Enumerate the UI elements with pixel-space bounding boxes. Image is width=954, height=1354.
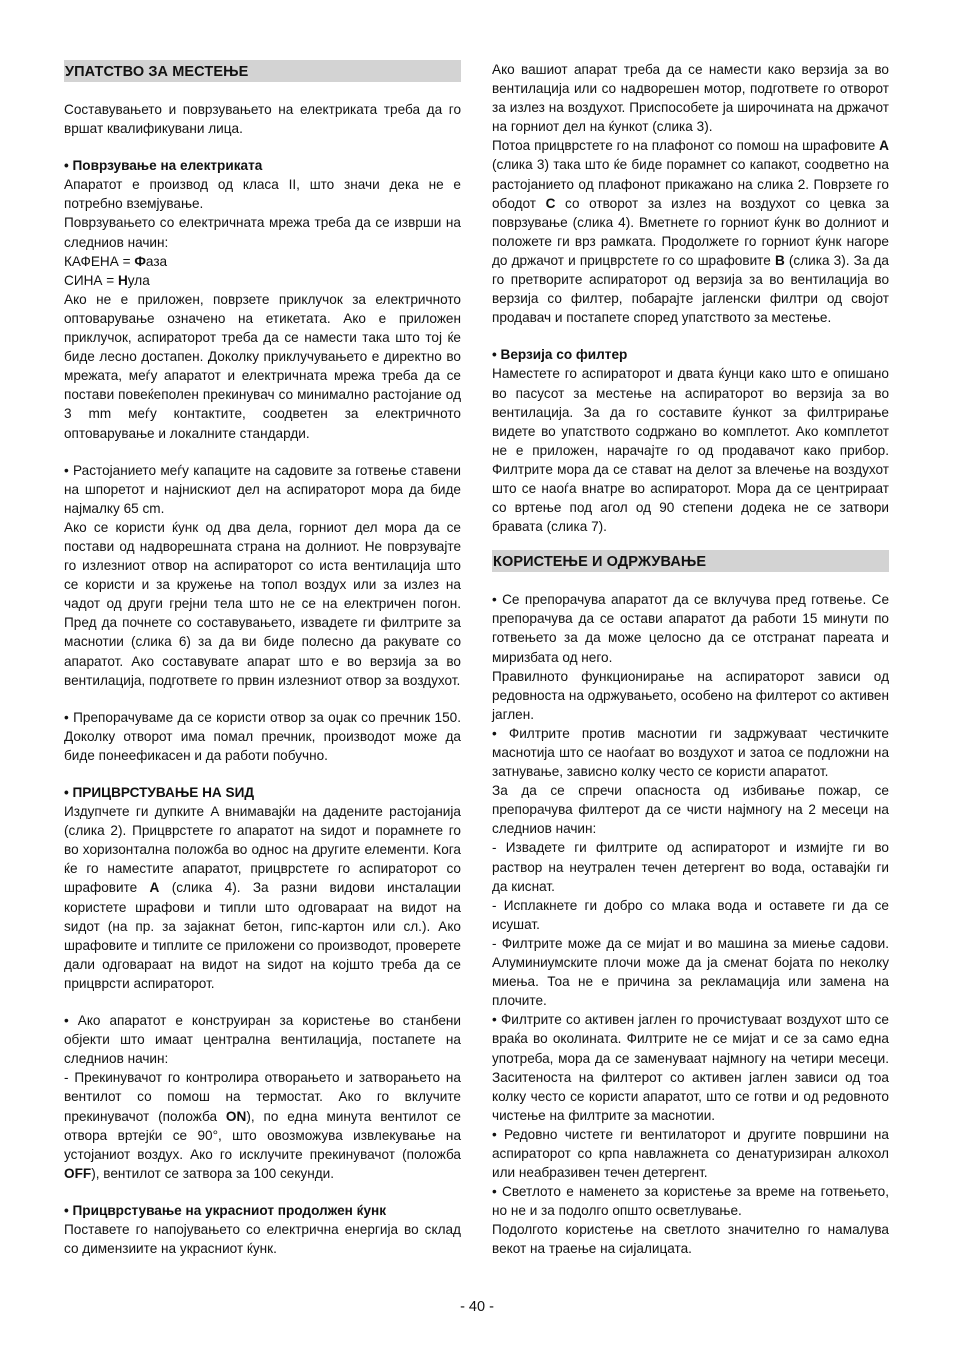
switch-text-2: ), по една минута вентилот се отвора вртејќи се 90°, што овозможува извлекување на устојаниот воздух. Ако го исклучите прекинувачот (положба — [64, 1108, 461, 1162]
paragraph-use-9: • Редовно чистете ги вентилаторот и другите површини на аспираторот со крпа навлажнета со денатуризиран алкохол или неабразивен течен детергент. — [492, 1126, 889, 1181]
subheading-decorative-chimney: • Прицврстување на украсниот продолжен ќунк — [64, 1202, 387, 1218]
paragraph-distance: • Растојанието меѓу капаците на садовите за готвење ставени на шпоретот и најнискиот дел на аспираторот мора да биде најмалку 65 cm. — [64, 462, 461, 516]
wall-screw-a: A — [149, 880, 160, 896]
wall-text-2: (слика 4). За разни видови инсталации користете шрафови и типли што одговараат на видот на ѕидот (на пр. за зајакнат бетон, гипс-картон или сл.). Ако шрафовите и типлите се приложени со производот, проверете дали одговараат на видот на ѕидот на којшто треба да се прицврсти аспираторот. — [64, 880, 461, 991]
paragraph-use-11: Подолгото користење на светлото значително го намалува векот на траење на сијалицата. — [492, 1222, 889, 1257]
switch-on-label: ON — [225, 1108, 247, 1124]
ceiling-text-4: (слика 3). За да го претворите аспираторот од верзија за во вентилација во верзија со филтер, побарајте јагленски филтри од својот продавач и постапете според упатството за местење. — [492, 252, 889, 326]
ceiling-text-1: Потоа прицврстете го на плафонот со помош на шрафовите — [492, 138, 880, 154]
subheading-electrical-connection: • Поврзување на електриката — [64, 158, 263, 174]
ceiling-text-2: (слика 3) така што ќе биде порамнет со капакот, соодветно на растојанието од плафонот прикажано на слика 2. Поврзете го ободот — [492, 157, 889, 211]
paragraph-use-8: • Филтрите со активен јаглен го прочистуваат воздухот што се враќа во околината. Филтрите не се мијат и се за само една употреба, мора да се заменуваат најмногу на четири месеци. Заситеноста на филтерот со активен јаглен зависи од тоа колку често се користи апаратот, што се готви и од редовното чистење на филтрите за маснотии. — [492, 1012, 889, 1123]
paragraph-decorative-chimney: Поставете го напојувањето со електрична енергија во склад со димензиите на украсниот ќунк. — [64, 1221, 461, 1257]
paragraph-switch — [64, 1068, 461, 1183]
intro-paragraph: Составувањето и поврзувањето на електриката треба да го вршат квалификувани лица. — [64, 102, 461, 137]
wire-blue-initial: Н — [117, 272, 128, 288]
wire-blue-neutral — [64, 271, 461, 290]
subheading-wall-mounting: • ПРИЦВРСТУВАЊЕ НА ЅИД — [64, 785, 255, 800]
wire-brown-rest: аза — [145, 253, 168, 269]
paragraph-use-7: - Филтрите може да се мијат и во машина за миење садови. Алуминиумските плочи може да ја сменат бојата по неколку миења. Тоа не е причина за рекламација или замена на плочите. — [492, 935, 889, 1009]
paragraph-connection: Поврзувањето со електричната мрежа треба да се изврши на следниов начин: — [64, 215, 461, 250]
section-heading-installation: УПАТСТВО ЗА МЕСТЕЊЕ — [64, 60, 461, 82]
section-heading-use-maintenance: КОРИСТЕЊЕ И ОДРЖУВАЊЕ — [492, 550, 889, 572]
wall-text-1: Издупчете ги дупките A внимавајќи на дадените растојанија (слика 2). Прицврстете го апаратот на ѕидот и порамнете го во хоризонтална положба во однос на другите елементи. Кога ќе го наместите апаратот, прицврстете го аспираторот со шрафовите — [64, 804, 461, 896]
wire-blue-rest: ула — [127, 272, 150, 288]
wire-brown-label: КАФЕНА = — [64, 253, 135, 269]
wire-brown-initial: Ф — [134, 253, 146, 269]
paragraph-wall-mounting — [64, 802, 461, 993]
ceiling-text-3: со отворот за излез на воздухот со цевка за поврзување (слика 4). Вметнете го горниот ќунк во долниот и положете ги врз рамката. Продолжете го горниот ќунк нагоре до држачот и прицврстете го со шрафовите — [492, 195, 890, 268]
paragraph-filter-version: Наместете го аспираторот и двата ќунци како што е опишано во пасусот за местење на аспираторот во верзија за во вентилација. За да го составите ќункот за филтрирање видете во упатството содржано во комплетот. Ако комплетот не е приложен, нарачајте го од продавачот како прибор. Филтрите мора да се стават на делот за влечење на воздухот што се наоѓа внатре во аспираторот. Мора да се центрираат со вртење под агол од 90 степени додека не се затвори бравата (слика 7). — [492, 366, 889, 535]
paragraph-recommend-diameter: • Препорачуваме да се користи отвор за оџак со пречник 150. Доколку отворот има помал пречник, производот може да биде понеефикасен и да работи побучно. — [64, 709, 461, 763]
switch-text-1: - Прекинувачот го контролира отворањето и затворањето на вентилот со помош на термостат. Ако го вклучите прекинувачот (положба — [64, 1070, 461, 1124]
paragraph-plug: Ако не е приложен, поврзете приклучок за електричното оптоварување означено на етикетата. Ако е приложен приклучок, аспираторот треба да се намести така што тој ќе биде лесно достапен. Доколку приклучувањето е директно во мрежата, меѓу апаратот и електричната мрежа треба да се постави повеќеполен прекинувач со минимално растојание од 3 mm меѓу контактите, соодветен за електричното оптоварување и локалните стандарди. — [64, 291, 461, 441]
paragraph-use-1: • Се препорачува апаратот да се вклучува пред готвење. Се препорачува да се остави апаратот да работи 15 минути по готвењето за да може целосно да се отстранат пареата и миризбата од него. — [492, 592, 889, 665]
ceiling-screw-b: B — [774, 252, 785, 268]
paragraph-use-5: - Извадете ги филтрите од аспираторот и измијте ги во раствор на неутрален течен детергент во вода, оставајќи ги да киснат. — [492, 840, 889, 894]
switch-text-3: ), вентилот се затвора за 100 секунди. — [91, 1165, 335, 1181]
ceiling-flange-c: C — [545, 195, 556, 211]
paragraph-use-6: - Исплакнете ги добро со млака вода и оставете ги да се исушат. — [492, 897, 889, 932]
paragraph-duct: Ако се користи ќунк од два дела, горниот дел мора да се постави од надворешната страна на долниот. Не поврзувајте го излезниот отвор на аспираторот со иста вентилација што се користи и за кружење на топол воздух или за излез на чадот од други грејни тела што не се на електричен погон. Пред да почнете со составувањето, извадете ги филтрите за маснотии (слика 6) за да ви биде полесно да ракувате со апаратот. Ако составувате апарат што е во верзија за во вентилација, подгответе го првин излезниот отвор за воздухот. — [64, 519, 461, 688]
paragraph-ceiling — [492, 136, 889, 327]
paragraph-use-10: • Светлото е наменето за користење за време на готвењето, но не и за подолго општо осветлување. — [492, 1184, 889, 1219]
paragraph-central-ventilation: • Ако апаратот е конструиран за користење во станбени објекти што имаат централна вентилација, постапете на следниов начин: — [64, 1013, 461, 1067]
page-number: - 40 - — [460, 1299, 494, 1315]
paragraph-use-3: • Филтрите против маснотии ги задржуваат честичките маснотија што се наоѓаат во воздухот и затоа се подложни на затнување, зависно колку често се користи апаратот. — [492, 725, 889, 780]
left-column — [64, 60, 461, 1258]
paragraph-class-ii: Апаратот е производ од класа II, што значи дека не е потребно вземјување. — [64, 177, 461, 212]
paragraph-use-2: Правилното функционирање на аспираторот зависи од редовноста на одржувањето, особено на филтерот со активен јаглен. — [492, 668, 889, 722]
switch-off-label: OFF — [64, 1165, 92, 1181]
wire-blue-label: СИНА = — [64, 272, 118, 288]
ceiling-screw-a: A — [879, 138, 889, 154]
subheading-filter-version: • Верзија со филтер — [492, 347, 628, 363]
wire-brown-phase — [64, 252, 461, 271]
right-column — [492, 60, 889, 1259]
paragraph-use-4: За да се спречи опасноста од избивање пожар, се препорачува филтерот да се чисти најмногу на 2 месеци на следниов начин: — [492, 783, 889, 837]
paragraph-vent-version: Ако вашиот апарат треба да се намести како верзија за во вентилација или со надворешен мотор, подгответе го отворот за излез на воздухот. Приспособете ја широчината на држачот на горниот дел на ќункот (слика 3). — [492, 62, 889, 135]
